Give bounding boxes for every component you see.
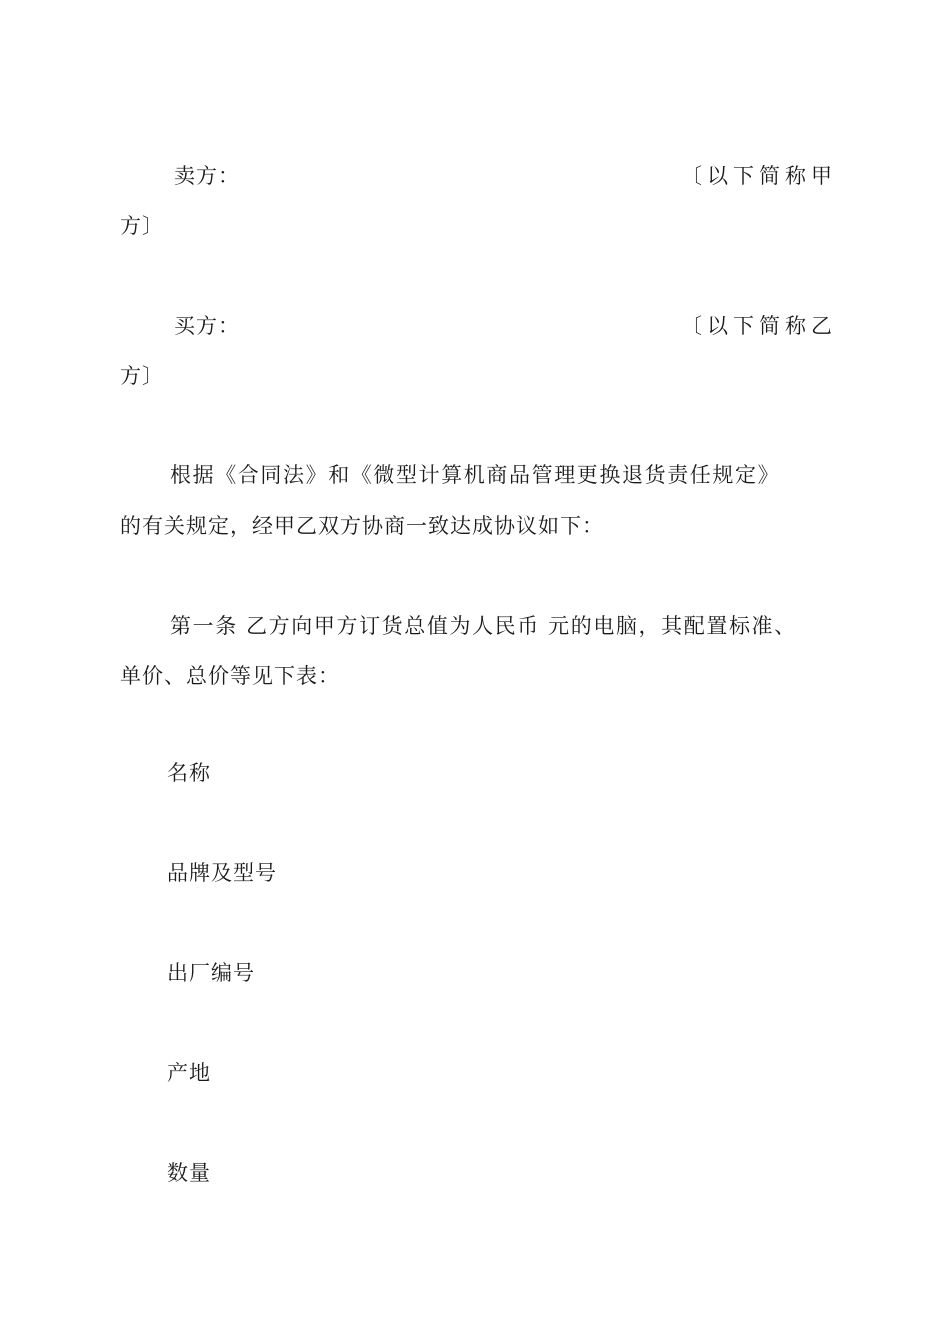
buyer-note-wrap: 方〕: [120, 364, 164, 388]
field-serial-number: 出厂编号: [167, 961, 255, 985]
seller-label: 卖方：: [174, 164, 240, 188]
field-name: 名称: [167, 761, 211, 785]
seller-note: 〔以下简称甲: [681, 164, 837, 188]
intro-line-1: 根据《合同法》和《微型计算机商品管理更换退货责任规定》: [170, 463, 781, 487]
buyer-note: 〔以下简称乙: [681, 314, 837, 338]
field-quantity: 数量: [167, 1161, 211, 1185]
article1-line-2: 单价、总价等见下表：: [120, 664, 340, 688]
article1-line-1: 第一条 乙方向甲方订货总值为人民币 元的电脑，其配置标准、: [170, 614, 797, 638]
seller-note-wrap: 方〕: [120, 214, 164, 238]
intro-line-2: 的有关规定，经甲乙双方协商一致达成协议如下：: [120, 514, 604, 538]
field-brand-model: 品牌及型号: [167, 861, 277, 885]
buyer-label: 买方：: [174, 314, 240, 338]
field-origin: 产地: [167, 1061, 211, 1085]
